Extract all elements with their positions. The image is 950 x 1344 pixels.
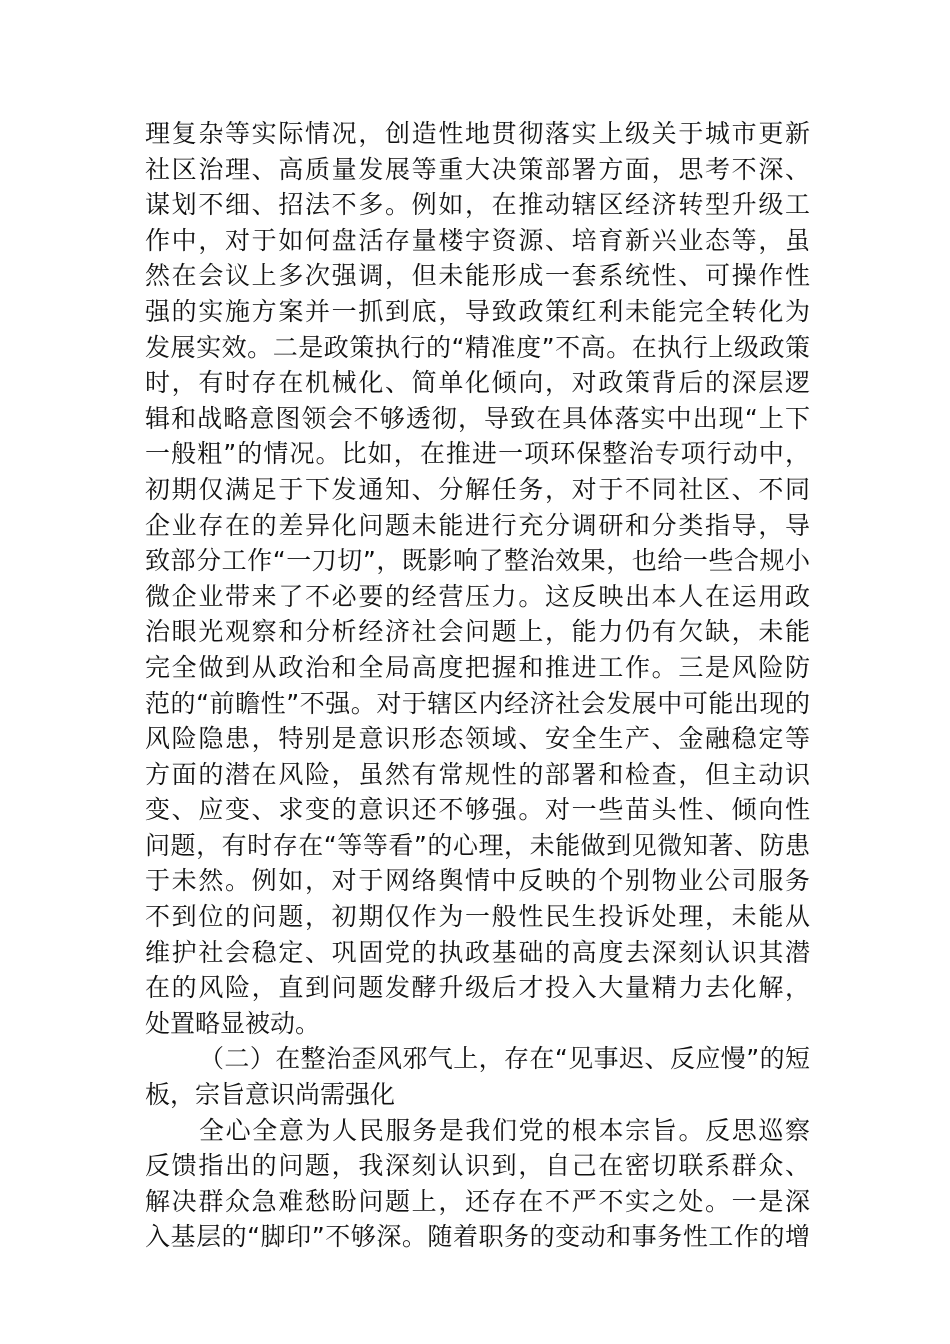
text-line: 强的实施方案并一抓到底，导致政策红利未能完全转化为 (145, 296, 810, 326)
text-line: 企业存在的差异化问题未能进行充分调研和分类指导，导 (145, 510, 810, 540)
text-line: 初期仅满足于下发通知、分解任务，对于不同社区、不同 (145, 474, 810, 504)
body-text (145, 116, 810, 1255)
text-line: 完全做到从政治和全局高度把握和推进工作。三是风险防 (145, 652, 810, 682)
text-line: 微企业带来了不必要的经营压力。这反映出本人在运用政 (145, 581, 810, 611)
text-line: 维护社会稳定、巩固党的执政基础的高度去深刻认识其潜 (145, 937, 810, 967)
text-line: 时，有时存在机械化、简单化倾向，对政策背后的深层逻 (145, 368, 810, 398)
text-line: 处置略显被动。 (145, 1008, 321, 1038)
text-line: 于未然。例如，对于网络舆情中反映的个别物业公司服务 (145, 866, 810, 896)
text-line: 全心全意为人民服务是我们党的根本宗旨。反思巡察 (199, 1115, 810, 1145)
text-line: 问题，有时存在“等等看”的心理，未能做到见微知著、防患 (145, 830, 810, 860)
text-line: 然在会议上多次强调，但未能形成一套系统性、可操作性 (145, 261, 810, 291)
text-line: 不到位的问题，初期仅作为一般性民生投诉处理，未能从 (145, 902, 810, 932)
text-line: （二）在整治歪风邪气上，存在“见事迟、反应慢”的短 (199, 1044, 810, 1074)
text-line: 治眼光观察和分析经济社会问题上，能力仍有欠缺，未能 (145, 617, 810, 647)
text-line: 变、应变、求变的意识还不够强。对一些苗头性、倾向性 (145, 795, 810, 825)
text-line: 反馈指出的问题，我深刻认识到，自己在密切联系群众、 (145, 1151, 810, 1181)
text-line: 辑和战略意图领会不够透彻，导致在具体落实中出现“上下 (145, 403, 810, 433)
text-line: 板，宗旨意识尚需强化 (145, 1080, 396, 1110)
text-line: 理复杂等实际情况，创造性地贯彻落实上级关于城市更新 (145, 119, 810, 148)
text-line: 方面的潜在风险，虽然有常规性的部署和检查，但主动识 (145, 759, 810, 789)
text-line: 入基层的“脚印”不够深。随着职务的变动和事务性工作的增 (145, 1222, 810, 1252)
text-line: 在的风险，直到问题发酵升级后才投入大量精力去化解， (145, 973, 810, 1003)
text-line: 致部分工作“一刀切”，既影响了整治效果，也给一些合规小 (145, 546, 810, 576)
text-line: 解决群众急难愁盼问题上，还存在不严不实之处。一是深 (145, 1186, 810, 1216)
text-line: 一般粗”的情况。比如，在推进一项环保整治专项行动中， (145, 439, 810, 469)
text-line: 风险隐患，特别是意识形态领域、安全生产、金融稳定等 (145, 724, 810, 754)
text-line: 发展实效。二是政策执行的“精准度”不高。在执行上级政策 (145, 332, 810, 362)
text-line: 作中，对于如何盘活存量楼宇资源、培育新兴业态等，虽 (145, 225, 810, 255)
text-line: 社区治理、高质量发展等重大决策部署方面，思考不深、 (145, 154, 810, 184)
text-line: 谋划不细、招法不多。例如，在推动辖区经济转型升级工 (145, 190, 810, 220)
text-line: 范的“前瞻性”不强。对于辖区内经济社会发展中可能出现的 (145, 688, 810, 718)
